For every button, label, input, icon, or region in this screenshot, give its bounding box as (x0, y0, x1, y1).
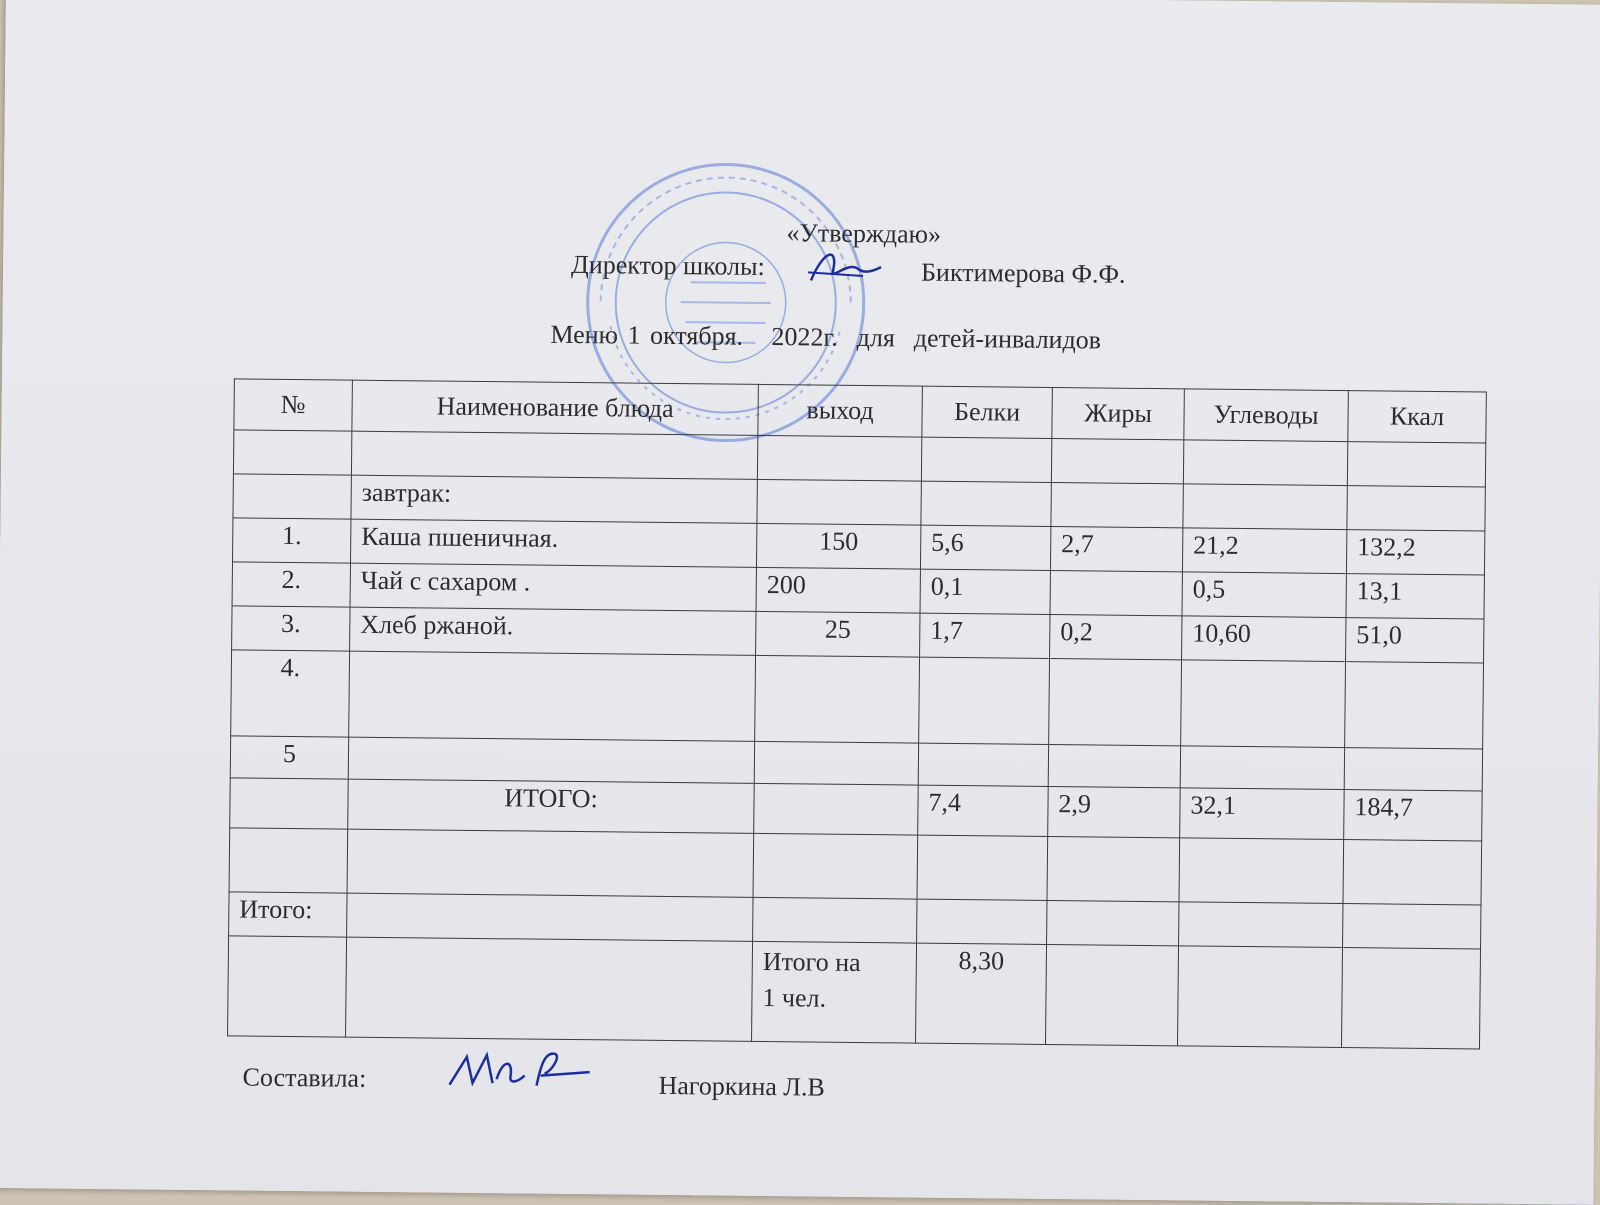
per-person-row (228, 936, 1481, 1049)
total-label: Итого: (229, 892, 347, 937)
per-person-value: 8,30 (916, 943, 1047, 1044)
col-header-fat: Жиры (1052, 387, 1185, 439)
compiled-by-name: Нагоркина Л.В (658, 1070, 825, 1102)
col-header-dish: Наименование блюда (352, 380, 759, 435)
col-header-kcal: Ккал (1348, 391, 1487, 443)
menu-table (227, 378, 1487, 1049)
per-person-label: Итого на 1 чел. (752, 941, 917, 1043)
section-label: завтрак: (351, 475, 757, 523)
director-label: Директор школы: (570, 249, 765, 281)
menu-title: Меню 1 октября. 2022г. для детей-инвалидов (550, 319, 1102, 355)
col-header-carbs: Углеводы (1184, 389, 1349, 442)
table-row: 2. Чай с сахаром . 200 0,1 0,5 13,1 (232, 562, 1484, 619)
col-header-yield: выход (758, 384, 923, 437)
compiled-by-label: Составила: (242, 1062, 367, 1093)
approval-heading: «Утверждаю» (786, 218, 942, 249)
director-name: Биктимерова Ф.Ф. (920, 257, 1126, 289)
table-row: 4. (231, 650, 1484, 749)
table-row: 1. Каша пшеничная. 150 5,6 2,7 21,2 132,2 (233, 518, 1485, 575)
col-header-number: № (234, 379, 353, 431)
compiler-signature (444, 1045, 595, 1097)
col-header-protein: Белки (922, 386, 1053, 438)
table-row: 3. Хлеб ржаной. 25 1,7 0,2 10,60 51,0 (232, 606, 1484, 663)
table-row: 5 (230, 736, 1482, 791)
subtotal-row: ИТОГО: 7,4 2,9 32,1 184,7 (230, 778, 1482, 841)
subtotal-label: ИТОГО: (348, 779, 755, 833)
